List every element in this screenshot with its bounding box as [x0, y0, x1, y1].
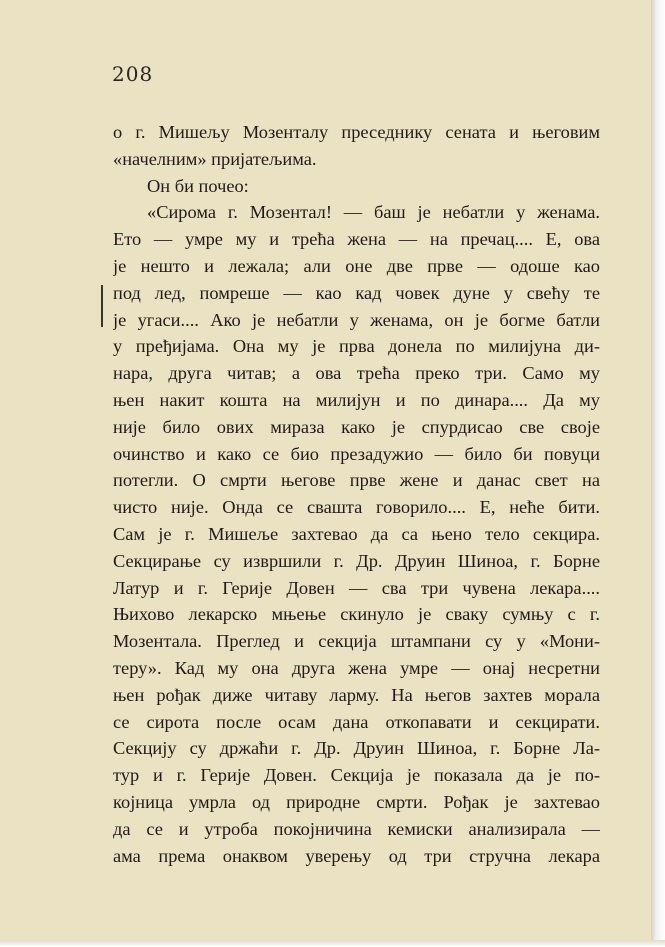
text-line: није било ових мираза како је спурдисао све своје: [113, 416, 600, 437]
page-number: 208: [112, 62, 154, 86]
text-line: је угаси.... Ако је небатли у женама, он је богме батли: [113, 309, 600, 330]
body-text: [113, 119, 600, 869]
text-line: тур и г. Герије Довен. Секција је показала да је по-: [113, 765, 600, 786]
text-line: Он би почео:: [147, 175, 249, 196]
text-line: потегли. О смрти његове прве жене и данас свет на: [113, 470, 600, 491]
text-line: Ето — умре му и трећа жена — на пречац.... Е, ова: [113, 229, 600, 250]
text-line: Латур и г. Герије Довен — сва три чувена лекара....: [113, 577, 600, 598]
text-line: «начелним» пријатељима.: [113, 148, 317, 169]
text-line: Њихово лекарско мњење скинуло је сваку сумњу с г.: [113, 604, 600, 625]
text-line: о г. Мишељу Мозенталу преседнику сената и његовим: [113, 122, 600, 142]
text-line: ама према онаквом уверењу од три стручна лекара: [113, 845, 600, 866]
text-line: теру». Кад му она друга жена умре — онај несретни: [113, 657, 600, 678]
text-line: је нешто и лежала; али оне две прве — одоше као: [113, 255, 600, 276]
text-line: Сам је г. Мишеље захтевао да са њено тело секцира.: [113, 523, 600, 544]
page-edge-right: [651, 0, 665, 947]
text-line: нара, друга читав; а ова трећа преко три. Само му: [113, 363, 600, 384]
text-line: очинство и како се био презадужио — било би повуци: [113, 443, 600, 464]
text-line: којница умрла од природне смрти. Рођак је захтевао: [113, 791, 600, 812]
text-line: се сирота после осам дана откопавати и секцирати.: [113, 711, 600, 732]
text-line: Секцирање су извршили г. Др. Друин Шиноа, г. Борне: [113, 550, 600, 571]
page-edge-bottom: [0, 940, 665, 947]
text-line: њен накит кошта на милијун и по динара.... Да му: [113, 389, 600, 410]
text-line: Мозентала. Преглед и секција штампани су у «Мони-: [113, 631, 600, 652]
margin-mark: [101, 285, 103, 327]
text-line: Секцију су држаћи г. Др. Друин Шиноа, г. Борне Ла-: [113, 738, 600, 759]
text-line: да се и утроба покојничина кемиски анализирала —: [113, 818, 600, 839]
text-line: у пређијама. Она му је прва донела по милијуна ди-: [113, 336, 600, 357]
text-line: «Сирома г. Мозентал! — баш је небатли у женама.: [147, 202, 600, 223]
text-line: чисто није. Онда се свашта говорило.... Е, неће бити.: [113, 497, 600, 518]
text-line: под лед, помреше — као кад човек дуне у свећу те: [113, 282, 600, 303]
text-line: њен рођак диже читаву ларму. На његов захтев морала: [113, 684, 600, 705]
